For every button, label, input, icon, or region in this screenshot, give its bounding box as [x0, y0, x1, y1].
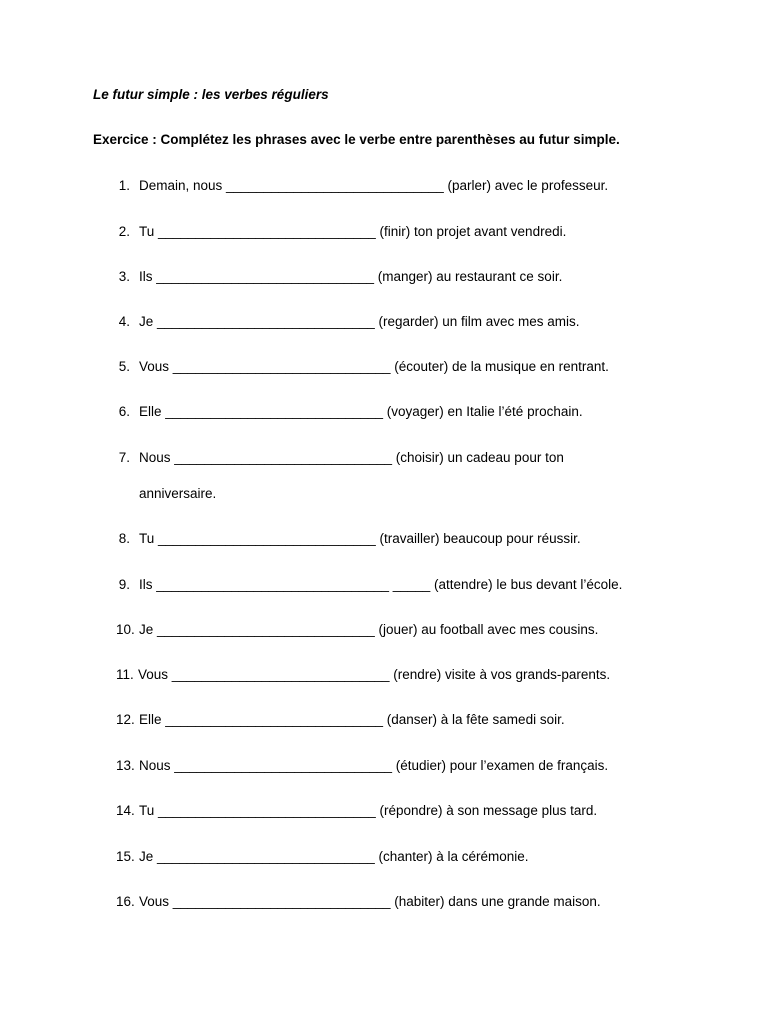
item-sentence: Tu _____________________________ (travailler) beaucoup pour réussir. [139, 531, 581, 546]
item-number: 7. [118, 450, 130, 465]
item-sentence: Ils _____________________________ (manger) au restaurant ce soir. [139, 269, 563, 284]
item-number: 3. [118, 269, 130, 284]
item-number: 14. [116, 803, 135, 818]
item-number: 2. [118, 224, 130, 239]
item-number: 12. [116, 712, 135, 727]
item-sentence: Nous _____________________________ (étudier) pour l’examen de français. [139, 758, 609, 773]
item-number: 15. [116, 849, 135, 864]
item-sentence: Je _____________________________ (jouer) au football avec mes cousins. [139, 622, 599, 637]
item-sentence: Demain, nous _____________________________ (parler) avec le professeur. [139, 178, 609, 193]
item-number: 6. [118, 404, 130, 419]
item-sentence: Tu _____________________________ (répondre) à son message plus tard. [139, 803, 598, 818]
item-sentence: Vous _____________________________ (rendre) visite à vos grands-parents. [138, 667, 611, 682]
item-number: 11. [116, 667, 134, 682]
page-title: Le futur simple : les verbes réguliers [93, 87, 329, 102]
item-number: 16. [116, 894, 135, 909]
item-sentence: Je _____________________________ (chanter) à la cérémonie. [139, 849, 529, 864]
exercise-instruction: Exercice : Complétez les phrases avec le verbe entre parenthèses au futur simple. [93, 132, 620, 147]
item-number: 1. [118, 178, 130, 193]
item-number: 9. [118, 577, 130, 592]
item-sentence: Je _____________________________ (regarder) un film avec mes amis. [139, 314, 580, 329]
item-number: 8. [118, 531, 130, 546]
item-number: 5. [118, 359, 130, 374]
item-sentence-continuation: anniversaire. [139, 486, 217, 501]
item-sentence: Nous _____________________________ (choisir) un cadeau pour ton [139, 450, 564, 465]
item-number: 4. [118, 314, 130, 329]
item-sentence: Elle _____________________________ (danser) à la fête samedi soir. [139, 712, 565, 727]
item-number: 10. [116, 622, 135, 637]
item-sentence: Tu _____________________________ (finir) ton projet avant vendredi. [139, 224, 567, 239]
item-sentence: Vous _____________________________ (écouter) de la musique en rentrant. [139, 359, 609, 374]
item-sentence: Vous _____________________________ (habiter) dans une grande maison. [139, 894, 601, 909]
item-number: 13. [116, 758, 135, 773]
item-sentence: Elle _____________________________ (voyager) en Italie l’été prochain. [139, 404, 583, 419]
item-sentence: Ils _______________________________ _____ (attendre) le bus devant l’école. [139, 577, 623, 592]
